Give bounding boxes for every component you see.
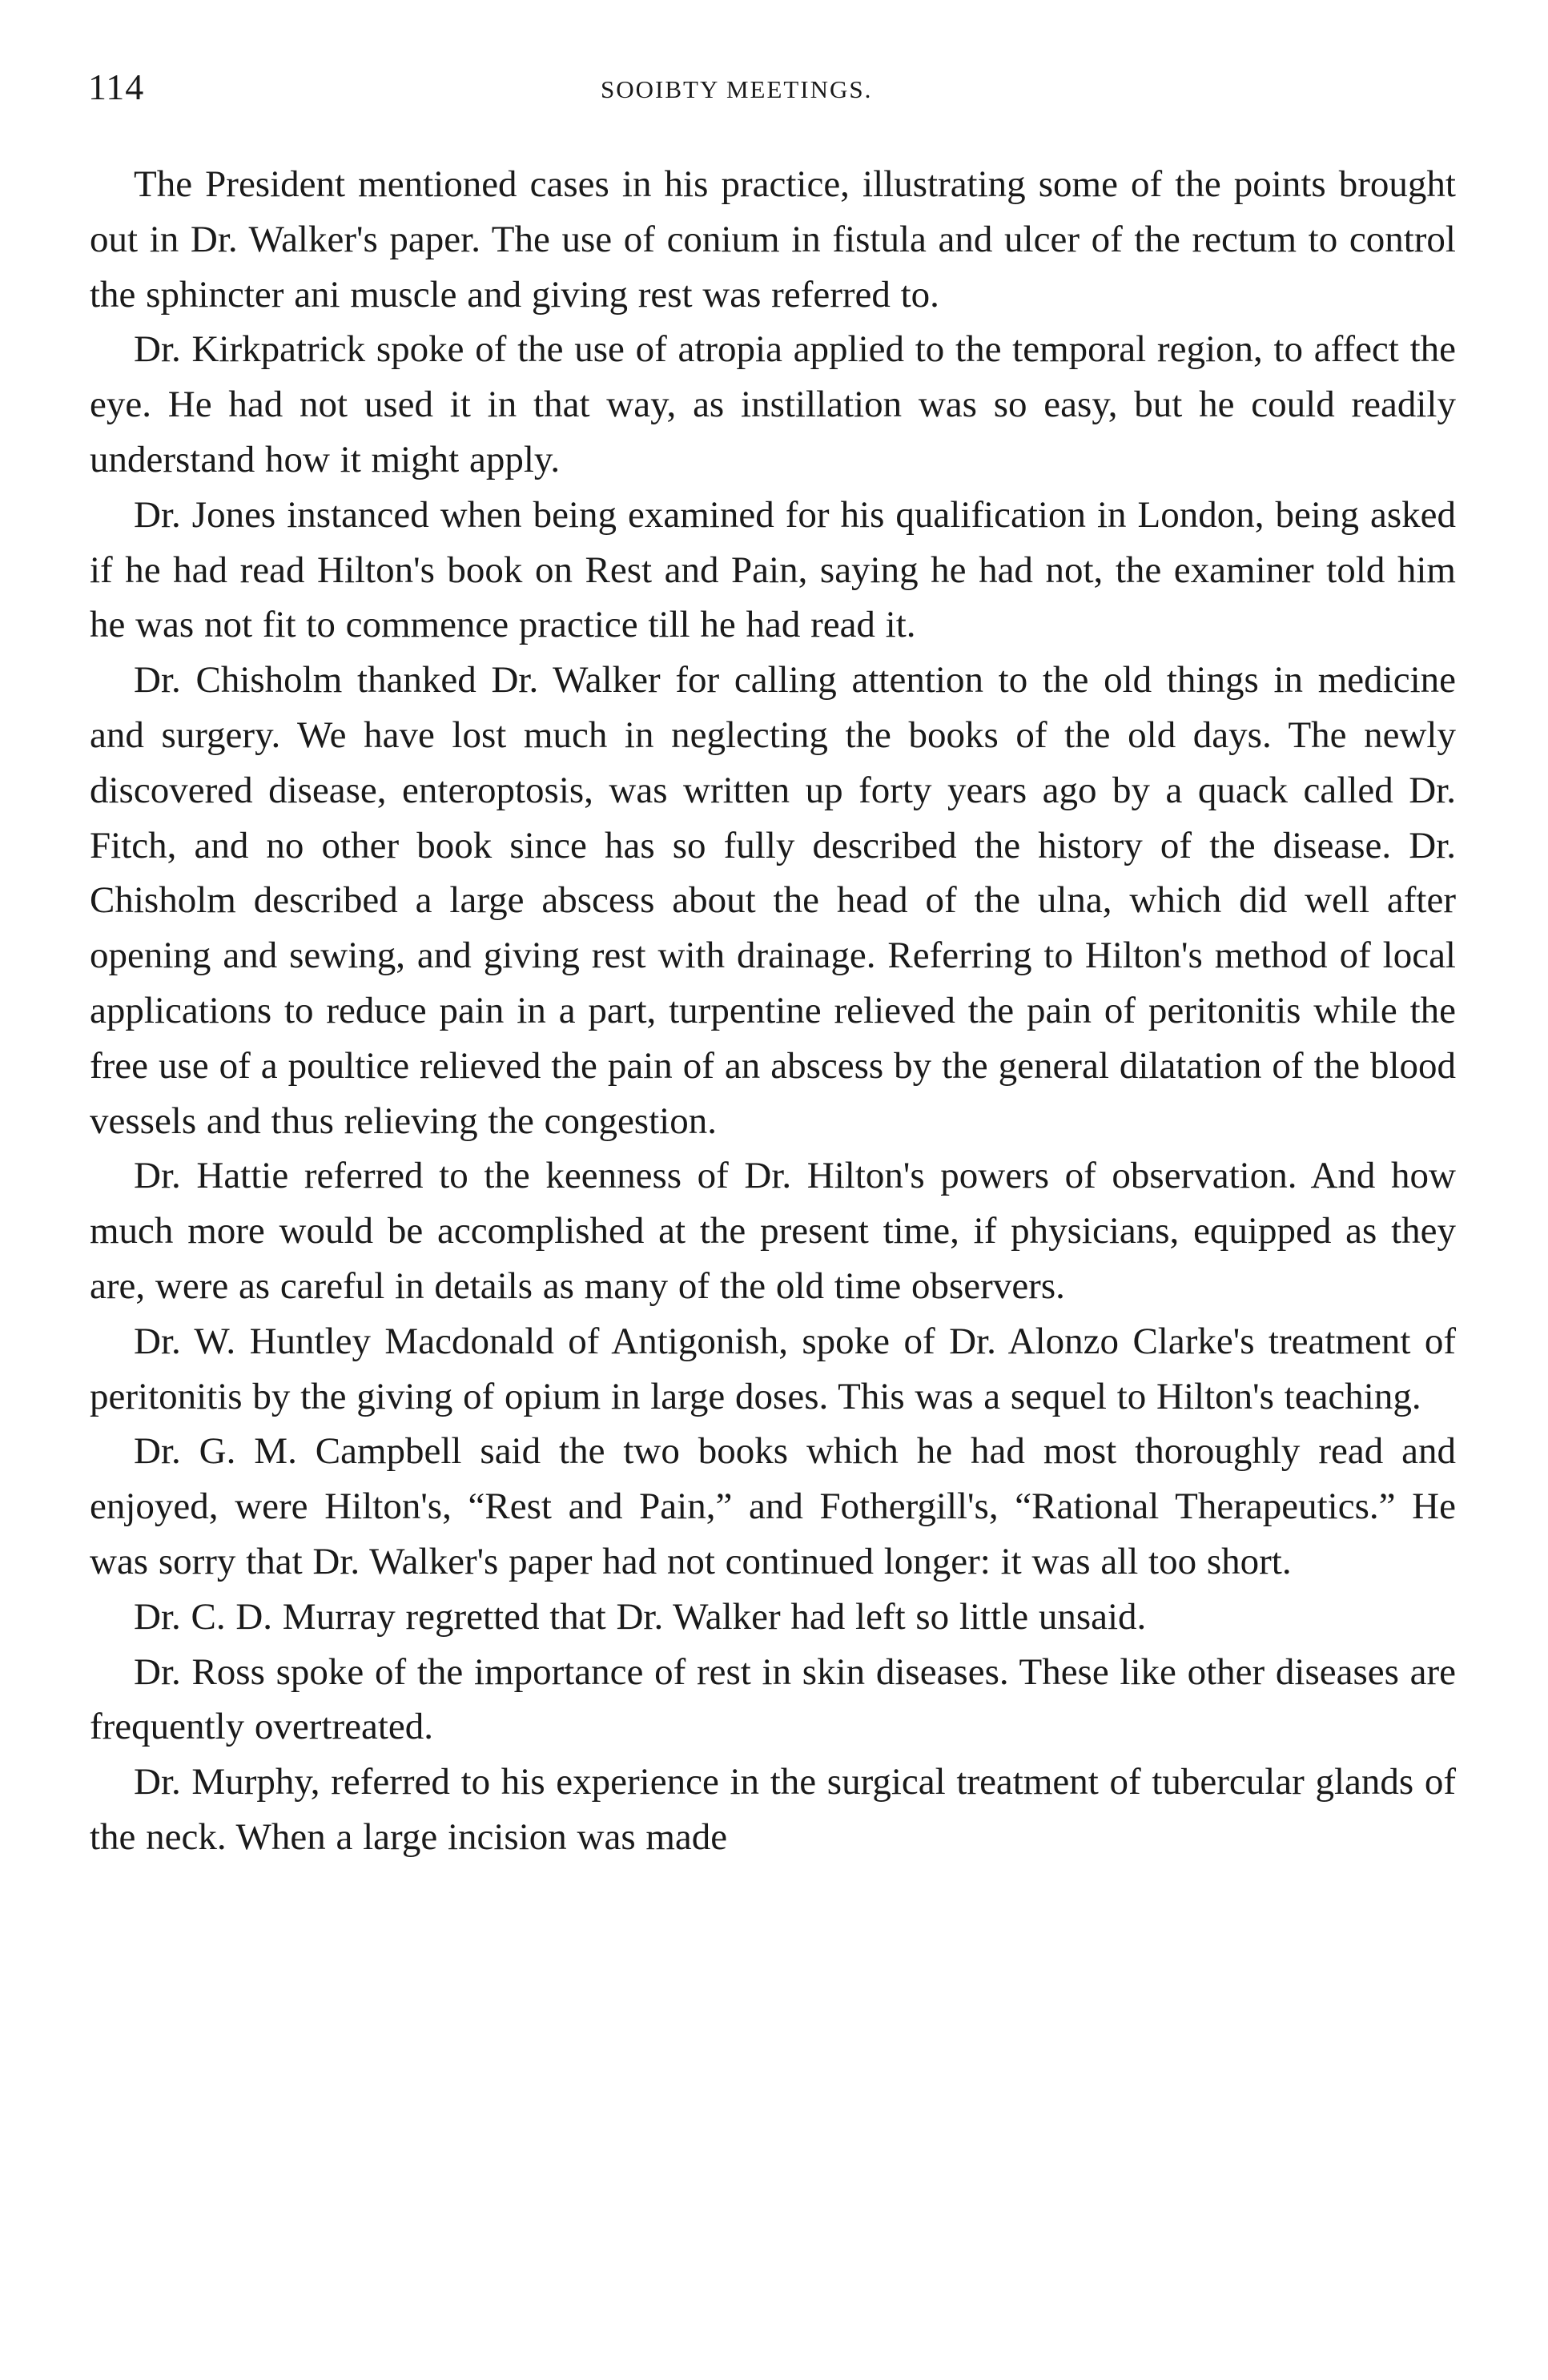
running-head	[88, 66, 1466, 114]
paragraph-macdonald: Dr. W. Huntley Macdonald of Antigonish, spoke of Dr. Alonzo Clarke's treatment of peritonitis by the giving of opium in large doses. This was a sequel to Hilton's teaching.	[90, 1320, 1456, 1417]
body-text	[90, 157, 1456, 1865]
paragraph-hattie: Dr. Hattie referred to the keenness of Dr. Hilton's powers of observation. And how much more would be accomplished at the present time, if physicians, equipped as they are, were as careful in details as many of the old time observers.	[90, 1155, 1456, 1307]
paragraph-murphy: Dr. Murphy, referred to his experience in the surgical treatment of tubercular glands of the neck. When a large incision was made	[90, 1761, 1456, 1858]
paragraph-ross: Dr. Ross spoke of the importance of rest in skin diseases. These like other diseases are frequently overtreated.	[90, 1650, 1456, 1748]
paragraph-chisholm: Dr. Chisholm thanked Dr. Walker for calling attention to the old things in medicine and surgery. We have lost much in neglecting the books of the old days. The newly discovered disease, enteroptosis, was written up forty years ago by a quack called Dr. Fitch, and no other book since has so fully described the history of the disease. Dr. Chisholm described a large abscess about the head of the ulna, which did well after opening and sewing, and giving rest with drainage. Referring to Hilton's method of local applications to reduce pain in a part, turpentine relieved the pain of peritonitis while the free use of a poultice relieved the pain of an abscess by the general dilatation of the blood vessels and thus relieving the congestion.	[90, 659, 1456, 1142]
paragraph-campbell: Dr. G. M. Campbell said the two books which he had most thoroughly read and enjoyed, were Hilton's, “Rest and Pain,” and Fothergill's, “Rational Therapeutics.” He was sorry that Dr. Walker's paper had not continued longer: it was all too short.	[90, 1430, 1456, 1582]
page-number: 114	[88, 66, 145, 107]
paragraph-president: The President mentioned cases in his practice, illustrating some of the points brought out in Dr. Walker's paper. The use of conium in fistula and ulcer of the rectum to control the sphincter ani muscle and giving rest was referred to.	[90, 163, 1456, 316]
running-title: SOOIBTY MEETINGS.	[601, 75, 873, 103]
paragraph-kirkpatrick: Dr. Kirkpatrick spoke of the use of atropia applied to the temporal region, to affect the eye. He had not used it in that way, as instillation was so easy, but he could readily understand how it might apply.	[90, 328, 1456, 480]
paragraph-murray: Dr. C. D. Murray regretted that Dr. Walker had left so little unsaid.	[134, 1595, 1147, 1638]
paragraph-jones: Dr. Jones instanced when being examined for his qualification in London, being asked if he had read Hilton's book on Rest and Pain, saying he had not, the examiner told him he was not fit to commence practice till he had read it.	[90, 493, 1456, 646]
